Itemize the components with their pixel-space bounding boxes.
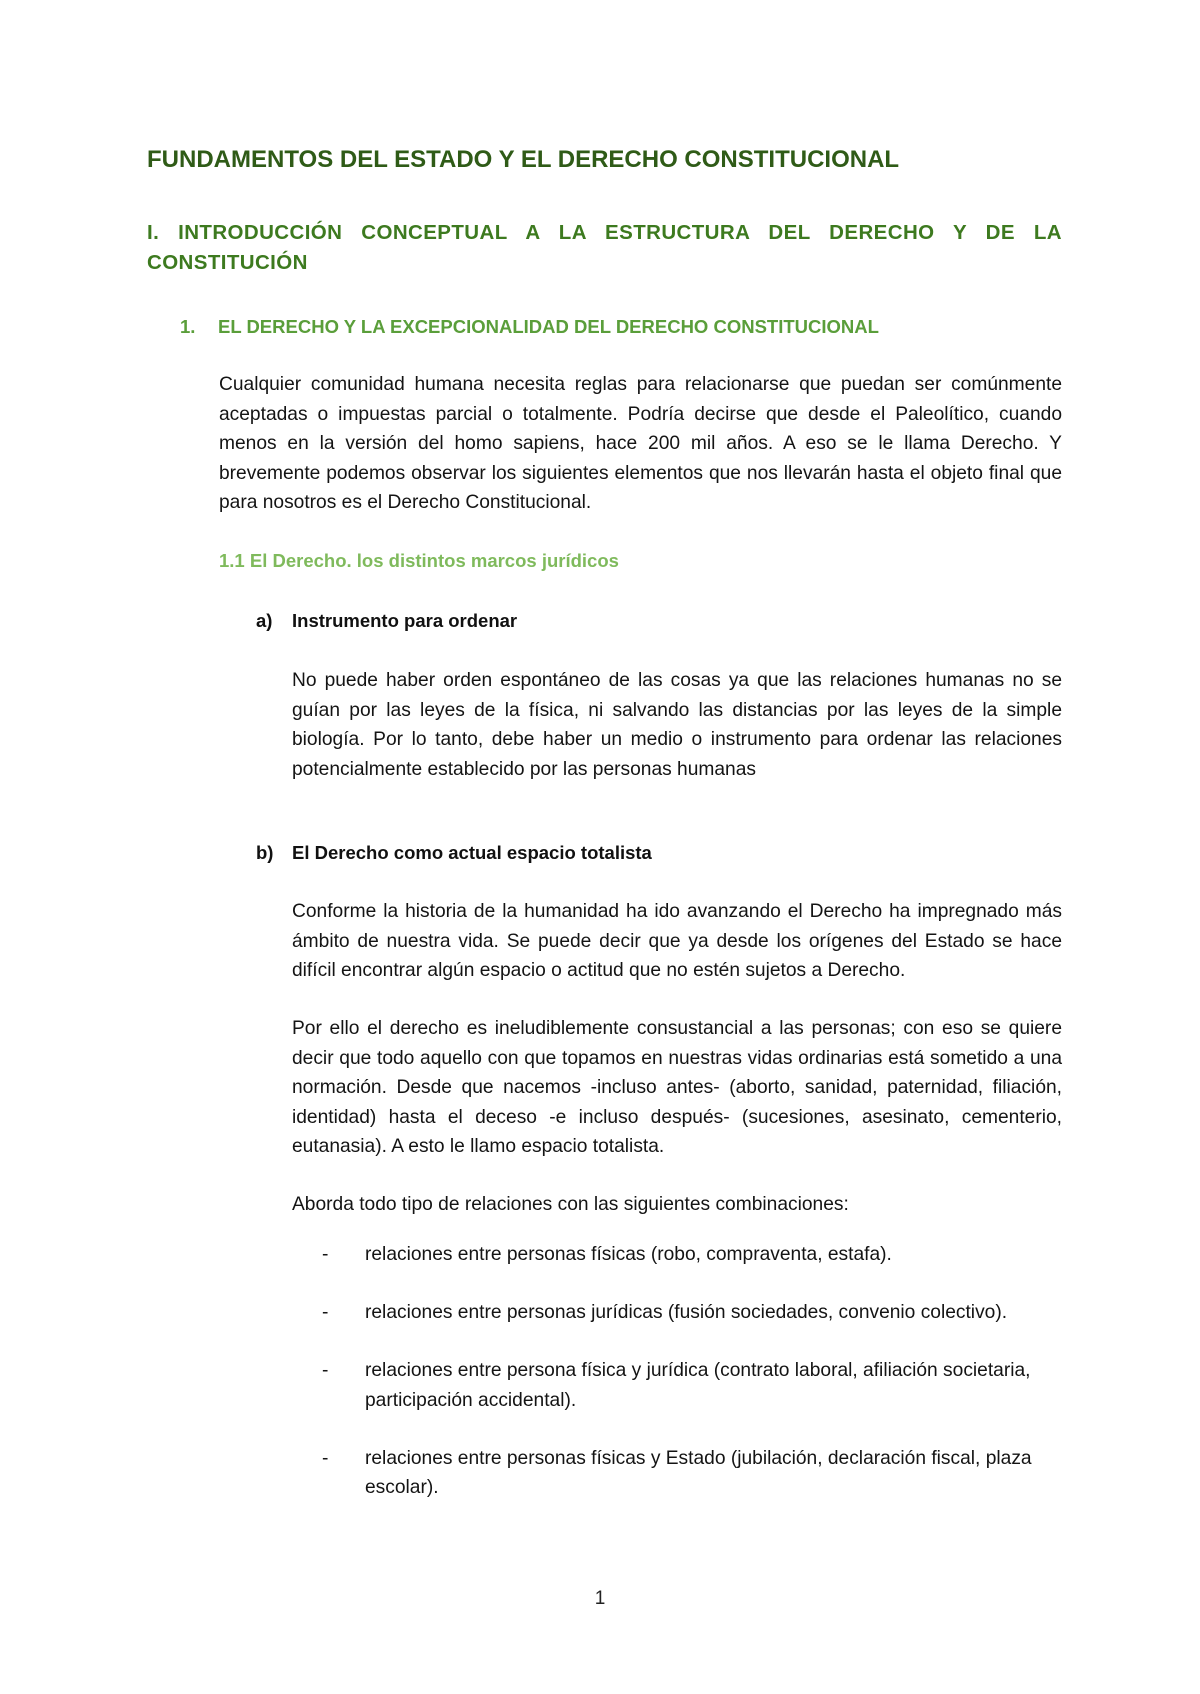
document-title: FUNDAMENTOS DEL ESTADO Y EL DERECHO CONSTITUCIONAL <box>147 146 900 173</box>
item-b-paragraph-2: Por ello el derecho es ineludiblemente consustancial a las personas; con eso se quiere decir que todo aquello con que topamos en nuestras vidas ordinarias está sometido a una normación. Desde que nacemos -incluso antes- (aborto, sanidad, paternidad, filiación, identidad) hasta el deceso -e incluso después- (sucesiones, asesinato, cementerio, eutanasia). A esto le llamo espacio totalista. <box>292 1018 1062 1157</box>
item-b-paragraph-1: Conforme la historia de la humanidad ha ido avanzando el Derecho ha impregnado más ámbito de nuestra vida. Se puede decir que ya desde los orígenes del Estado se hace difícil encontrar algún espacio o actitud que no estén sujetos a Derecho. <box>292 901 1062 981</box>
list-item-text: relaciones entre personas físicas y Estado (jubilación, declaración fiscal, plaza escolar). <box>365 1447 1032 1498</box>
item-a-letter: a) <box>256 610 273 631</box>
item-b-title: El Derecho como actual espacio totalista <box>292 842 652 863</box>
page-number: 1 <box>594 1588 606 1609</box>
relations-list <box>322 1240 1062 1531</box>
subsection-title: EL DERECHO Y LA EXCEPCIONALIDAD DEL DERECHO CONSTITUCIONAL <box>218 316 879 337</box>
list-item-text: relaciones entre persona física y jurídica (contrato laboral, afiliación societaria, participación accidental). <box>365 1360 1031 1411</box>
item-b-heading <box>256 842 652 864</box>
list-dash: - <box>322 1360 329 1381</box>
list-item-text: relaciones entre personas físicas (robo, compraventa, estafa). <box>365 1244 892 1265</box>
list-item-text: relaciones entre personas jurídicas (fusión sociedades, convenio colectivo). <box>365 1302 1008 1323</box>
subsubsection-heading: 1.1 El Derecho. los distintos marcos jurídicos <box>219 550 619 571</box>
list-dash: - <box>322 1302 329 1323</box>
list-item <box>322 1298 1062 1328</box>
subsection-heading <box>180 316 1060 338</box>
list-dash: - <box>322 1447 329 1469</box>
item-a-title: Instrumento para ordenar <box>292 610 518 631</box>
list-item <box>322 1240 1062 1270</box>
intro-paragraph: Cualquier comunidad humana necesita reglas para relacionarse que puedan ser comúnmente aceptadas o impuestas parcial o totalmente. Podría decirse que desde el Paleolítico, cuando menos en la versión del homo sapiens, hace 200 mil años. A eso se le llama Derecho. Y brevemente podemos observar los siguientes elementos que nos llevarán hasta el objeto final que para nosotros es el Derecho Constitucional. <box>219 374 1062 513</box>
item-b-letter: b) <box>256 842 274 863</box>
list-item <box>322 1444 1062 1503</box>
subsection-number: 1. <box>180 316 196 337</box>
item-b-paragraph-3: Aborda todo tipo de relaciones con las siguientes combinaciones: <box>292 1194 849 1215</box>
item-a-paragraph: No puede haber orden espontáneo de las cosas ya que las relaciones humanas no se guían por las leyes de la física, ni salvando las distancias por las leyes de la simple biología. Por lo tanto, debe haber un medio o instrumento para ordenar las relaciones potencialmente establecido por las personas humanas <box>292 670 1062 780</box>
list-item <box>322 1356 1062 1415</box>
list-dash: - <box>322 1244 329 1265</box>
section-heading: I. INTRODUCCIÓN CONCEPTUAL A LA ESTRUCTURA DEL DERECHO Y DE LA CONSTITUCIÓN <box>147 221 1062 274</box>
item-a-heading <box>256 610 517 632</box>
